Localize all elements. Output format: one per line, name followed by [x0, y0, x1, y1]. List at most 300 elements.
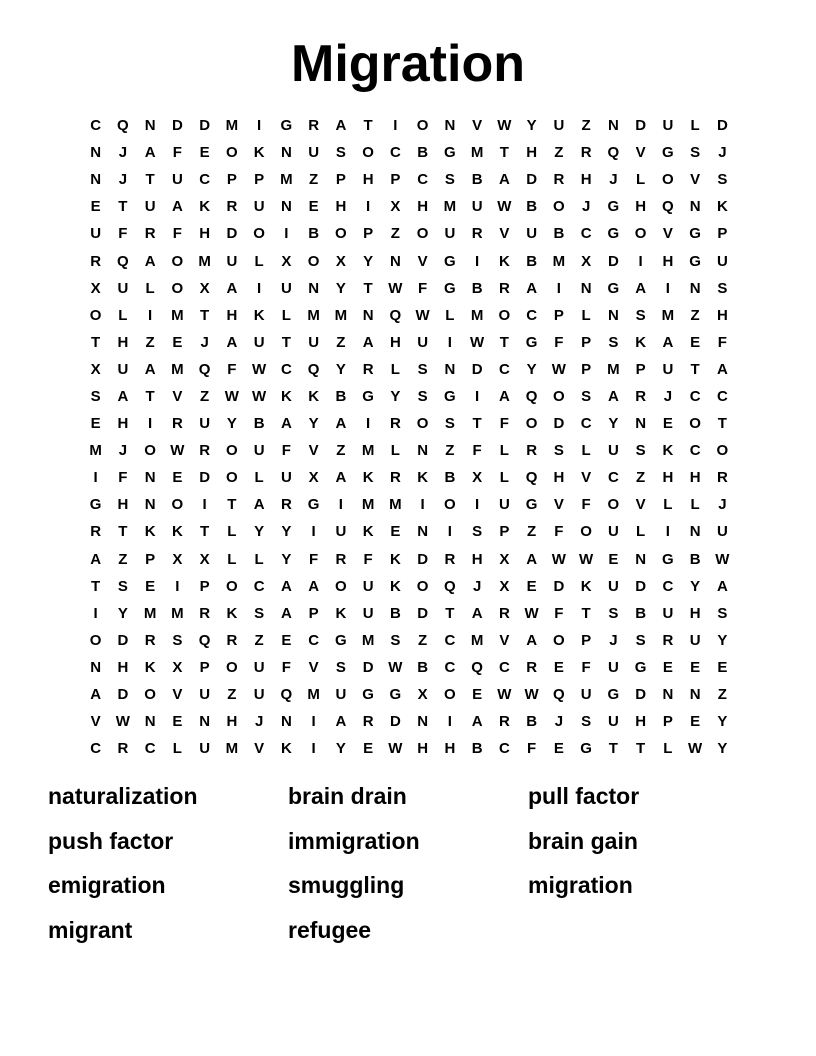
- grid-letter: U: [226, 252, 238, 270]
- grid-letter: W: [497, 198, 512, 216]
- grid-letter: P: [199, 577, 210, 595]
- grid-letter: T: [118, 198, 128, 216]
- grid-letter: I: [366, 198, 371, 216]
- grid-letter: P: [308, 604, 319, 622]
- grid-letter: L: [636, 171, 646, 189]
- grid-letter: I: [366, 415, 371, 433]
- grid-letter: A: [90, 550, 102, 568]
- grid-row: [82, 437, 737, 464]
- grid-letter: T: [363, 117, 373, 135]
- grid-letter: I: [638, 252, 643, 270]
- grid-letter: G: [607, 225, 620, 243]
- grid-letter: D: [226, 225, 238, 243]
- grid-letter: W: [415, 306, 430, 324]
- grid-letter: B: [335, 387, 347, 405]
- grid-letter: Z: [554, 144, 564, 162]
- grid-letter: K: [253, 144, 265, 162]
- grid-letter: B: [526, 252, 538, 270]
- grid-letter: O: [662, 171, 674, 189]
- grid-letter: N: [362, 306, 374, 324]
- grid-letter: U: [308, 333, 320, 351]
- grid-letter: X: [199, 550, 210, 568]
- grid-letter: H: [635, 713, 647, 731]
- grid-letter: D: [716, 117, 728, 135]
- grid-letter: I: [93, 604, 98, 622]
- grid-letter: R: [335, 550, 347, 568]
- grid-letter: V: [254, 740, 265, 758]
- grid-letter: E: [363, 740, 374, 758]
- grid-letter: E: [199, 144, 210, 162]
- grid-letter: Q: [198, 360, 211, 378]
- grid-letter: G: [444, 387, 456, 405]
- grid-letter: R: [498, 713, 510, 731]
- grid-letter: G: [689, 225, 701, 243]
- grid-letter: G: [689, 252, 701, 270]
- grid-letter: O: [144, 686, 156, 704]
- word-list: [48, 778, 768, 956]
- grid-letter: F: [281, 442, 291, 460]
- grid-letter: L: [118, 306, 128, 324]
- grid-letter: R: [553, 171, 565, 189]
- grid-letter: Q: [607, 144, 620, 162]
- grid-letter: W: [551, 550, 566, 568]
- grid-letter: T: [717, 415, 727, 433]
- grid-letter: I: [93, 469, 98, 487]
- grid-letter: M: [470, 144, 484, 162]
- grid-letter: P: [581, 631, 592, 649]
- grid-letter: N: [580, 279, 592, 297]
- grid-letter: R: [444, 550, 456, 568]
- grid-letter: U: [280, 469, 292, 487]
- grid-letter: M: [225, 740, 239, 758]
- grid-letter: E: [172, 713, 183, 731]
- grid-letter: H: [226, 306, 238, 324]
- grid-letter: K: [362, 469, 374, 487]
- grid-letter: Y: [254, 523, 265, 541]
- grid-letter: V: [635, 496, 646, 514]
- grid-letter: M: [89, 442, 102, 460]
- grid-letter: H: [689, 469, 701, 487]
- grid-letter: X: [281, 252, 292, 270]
- word-list-item: emigration: [48, 872, 166, 898]
- grid-letter: S: [472, 523, 483, 541]
- grid-letter: E: [553, 740, 564, 758]
- grid-letter: O: [716, 442, 729, 460]
- grid-letter: N: [607, 117, 619, 135]
- grid-letter: O: [634, 225, 647, 243]
- grid-row: [82, 518, 737, 545]
- grid-letter: Y: [690, 577, 701, 595]
- grid-letter: F: [118, 469, 128, 487]
- grid-letter: A: [471, 604, 483, 622]
- grid-letter: H: [689, 604, 701, 622]
- grid-letter: G: [362, 387, 374, 405]
- grid-letter: U: [280, 279, 292, 297]
- grid-letter: R: [226, 631, 238, 649]
- grid-letter: R: [144, 225, 156, 243]
- grid-letter: Y: [281, 523, 292, 541]
- grid-letter: M: [361, 442, 375, 460]
- grid-letter: K: [280, 387, 292, 405]
- grid-letter: E: [526, 577, 537, 595]
- grid-letter: J: [118, 171, 128, 189]
- grid-letter: S: [117, 577, 128, 595]
- grid-letter: P: [145, 550, 156, 568]
- grid-letter: U: [580, 686, 592, 704]
- grid-letter: B: [253, 415, 265, 433]
- grid-letter: F: [581, 496, 591, 514]
- grid-letter: B: [526, 713, 538, 731]
- grid-letter: H: [716, 306, 728, 324]
- grid-letter: C: [144, 740, 156, 758]
- grid-letter: N: [144, 496, 156, 514]
- grid-letter: Q: [117, 117, 129, 135]
- grid-row: [82, 302, 737, 329]
- grid-letter: T: [363, 279, 373, 297]
- grid-letter: X: [172, 550, 183, 568]
- grid-letter: I: [202, 496, 207, 514]
- grid-letter: P: [717, 225, 728, 243]
- grid-letter: N: [144, 713, 156, 731]
- grid-letter: E: [662, 658, 673, 676]
- grid-letter: H: [444, 740, 456, 758]
- grid-letter: O: [226, 144, 238, 162]
- grid-letter: J: [581, 198, 591, 216]
- grid-letter: Z: [227, 686, 237, 704]
- grid-letter: A: [526, 631, 538, 649]
- grid-letter: T: [91, 577, 101, 595]
- grid-letter: G: [662, 144, 674, 162]
- grid-letter: M: [143, 604, 157, 622]
- grid-letter: D: [171, 117, 183, 135]
- grid-letter: K: [417, 469, 429, 487]
- grid-letter: O: [226, 469, 238, 487]
- grid-letter: M: [171, 604, 184, 622]
- grid-letter: G: [607, 279, 620, 297]
- grid-letter: U: [253, 198, 265, 216]
- grid-letter: Z: [254, 631, 264, 649]
- grid-letter: S: [417, 387, 428, 405]
- grid-letter: U: [553, 117, 565, 135]
- grid-letter: H: [580, 171, 592, 189]
- grid-letter: J: [254, 713, 264, 731]
- grid-letter: U: [335, 686, 347, 704]
- grid-letter: M: [607, 360, 620, 378]
- grid-letter: L: [636, 523, 646, 541]
- grid-letter: L: [172, 740, 182, 758]
- grid-letter: F: [172, 225, 182, 243]
- grid-letter: K: [389, 550, 401, 568]
- grid-letter: Q: [198, 631, 211, 649]
- grid-letter: H: [117, 658, 129, 676]
- grid-letter: M: [552, 252, 566, 270]
- grid-letter: A: [226, 333, 238, 351]
- grid-letter: E: [662, 415, 673, 433]
- grid-letter: R: [280, 496, 292, 514]
- grid-letter: V: [172, 387, 183, 405]
- word-list-item: refugee: [288, 916, 372, 943]
- grid-letter: N: [689, 279, 701, 297]
- grid-letter: Q: [525, 387, 538, 405]
- grid-letter: T: [499, 144, 509, 162]
- grid-letter: D: [607, 252, 619, 270]
- grid-letter: Y: [717, 713, 728, 731]
- grid-letter: Y: [390, 387, 401, 405]
- grid-letter: A: [280, 577, 292, 595]
- grid-letter: K: [171, 523, 183, 541]
- grid-letter: D: [199, 117, 211, 135]
- grid-row: [82, 491, 737, 518]
- grid-letter: N: [417, 523, 429, 541]
- grid-letter: I: [257, 117, 262, 135]
- grid-letter: W: [224, 387, 239, 405]
- grid-row: [82, 356, 737, 383]
- grid-letter: H: [526, 144, 538, 162]
- grid-letter: R: [389, 415, 401, 433]
- grid-letter: L: [227, 523, 237, 541]
- grid-letter: C: [580, 415, 592, 433]
- grid-letter: A: [498, 387, 510, 405]
- grid-letter: D: [117, 686, 129, 704]
- grid-row: [82, 627, 737, 654]
- grid-letter: I: [475, 496, 480, 514]
- grid-letter: C: [308, 631, 320, 649]
- grid-letter: G: [634, 658, 647, 676]
- grid-letter: P: [499, 523, 510, 541]
- grid-letter: A: [335, 469, 347, 487]
- grid-letter: I: [475, 252, 480, 270]
- grid-letter: H: [471, 550, 483, 568]
- grid-letter: S: [390, 631, 401, 649]
- grid-letter: N: [280, 144, 292, 162]
- grid-letter: C: [716, 387, 728, 405]
- grid-letter: P: [254, 171, 265, 189]
- grid-row: [82, 600, 737, 627]
- grid-letter: T: [690, 360, 700, 378]
- grid-letter: D: [635, 117, 647, 135]
- grid-letter: N: [444, 117, 456, 135]
- grid-letter: H: [417, 740, 429, 758]
- grid-letter: R: [362, 360, 374, 378]
- grid-letter: W: [388, 740, 403, 758]
- grid-letter: O: [253, 225, 265, 243]
- grid-letter: O: [226, 442, 238, 460]
- grid-letter: S: [417, 360, 428, 378]
- grid-letter: F: [418, 279, 428, 297]
- grid-letter: X: [417, 686, 428, 704]
- grid-letter: K: [144, 658, 156, 676]
- grid-letter: R: [471, 225, 483, 243]
- grid-letter: T: [581, 604, 591, 622]
- grid-letter: T: [445, 604, 455, 622]
- grid-letter: G: [662, 550, 674, 568]
- grid-letter: F: [281, 658, 291, 676]
- grid-letter: M: [334, 306, 348, 324]
- grid-letter: P: [581, 360, 592, 378]
- grid-letter: G: [362, 686, 374, 704]
- grid-letter: N: [689, 686, 701, 704]
- grid-letter: U: [199, 415, 211, 433]
- grid-letter: Y: [526, 117, 537, 135]
- grid-letter: I: [311, 523, 316, 541]
- grid-letter: U: [471, 198, 483, 216]
- grid-letter: F: [554, 333, 564, 351]
- grid-letter: U: [716, 252, 728, 270]
- grid-letter: Q: [117, 252, 129, 270]
- grid-letter: W: [252, 360, 267, 378]
- grid-letter: C: [498, 740, 510, 758]
- grid-letter: N: [417, 713, 429, 731]
- grid-letter: L: [581, 442, 591, 460]
- grid-letter: H: [117, 415, 129, 433]
- word-list-item: naturalization: [48, 783, 198, 809]
- grid-letter: Y: [717, 740, 728, 758]
- grid-letter: M: [470, 306, 484, 324]
- grid-letter: K: [280, 740, 292, 758]
- grid-letter: O: [171, 252, 184, 270]
- grid-letter: Q: [389, 306, 402, 324]
- grid-letter: Q: [553, 686, 565, 704]
- grid-letter: P: [553, 306, 564, 324]
- grid-letter: A: [716, 577, 728, 595]
- grid-letter: D: [553, 577, 565, 595]
- grid-letter: S: [635, 631, 646, 649]
- grid-letter: U: [526, 225, 538, 243]
- grid-letter: B: [471, 740, 483, 758]
- grid-letter: X: [199, 279, 210, 297]
- grid-letter: S: [717, 171, 728, 189]
- grid-letter: G: [607, 686, 620, 704]
- grid-letter: A: [635, 279, 647, 297]
- grid-letter: Z: [636, 469, 646, 487]
- grid-letter: U: [199, 740, 211, 758]
- grid-letter: J: [472, 577, 482, 595]
- grid-letter: S: [717, 279, 728, 297]
- grid-letter: C: [444, 658, 456, 676]
- grid-letter: K: [144, 523, 156, 541]
- grid-letter: U: [253, 333, 265, 351]
- grid-letter: S: [335, 658, 346, 676]
- grid-letter: J: [718, 496, 727, 514]
- grid-letter: G: [525, 496, 538, 514]
- grid-letter: F: [554, 523, 564, 541]
- grid-letter: M: [171, 306, 184, 324]
- grid-letter: A: [498, 171, 510, 189]
- grid-letter: G: [525, 333, 538, 351]
- grid-letter: C: [498, 360, 510, 378]
- grid-letter: R: [90, 523, 102, 541]
- grid-letter: A: [662, 333, 674, 351]
- grid-letter: D: [553, 415, 565, 433]
- grid-letter: I: [175, 577, 180, 595]
- grid-letter: A: [335, 415, 347, 433]
- grid-letter: H: [662, 469, 674, 487]
- grid-letter: P: [363, 225, 374, 243]
- grid-letter: A: [90, 686, 102, 704]
- grid-letter: I: [475, 387, 480, 405]
- grid-letter: O: [580, 523, 592, 541]
- grid-letter: U: [117, 360, 129, 378]
- grid-letter: X: [581, 252, 592, 270]
- grid-letter: T: [281, 333, 291, 351]
- grid-letter: X: [390, 198, 401, 216]
- grid-letter: S: [444, 415, 455, 433]
- grid-letter: R: [580, 144, 592, 162]
- grid-letter: E: [553, 658, 564, 676]
- grid-letter: C: [580, 225, 592, 243]
- grid-letter: A: [362, 333, 374, 351]
- grid-letter: W: [524, 686, 539, 704]
- grid-letter: V: [690, 171, 701, 189]
- grid-letter: R: [199, 604, 211, 622]
- grid-letter: E: [308, 198, 319, 216]
- grid-letter: K: [362, 523, 374, 541]
- grid-letter: V: [635, 144, 646, 162]
- grid-letter: B: [471, 171, 483, 189]
- grid-letter: J: [609, 171, 618, 189]
- grid-letter: N: [280, 713, 292, 731]
- grid-row: [82, 112, 737, 139]
- grid-letter: D: [635, 577, 647, 595]
- grid-letter: S: [553, 442, 564, 460]
- grid-letter: T: [499, 333, 509, 351]
- grid-letter: A: [144, 360, 156, 378]
- grid-letter: R: [389, 469, 401, 487]
- grid-letter: Y: [226, 415, 237, 433]
- grid-letter: A: [526, 279, 538, 297]
- grid-letter: U: [90, 225, 102, 243]
- grid-letter: L: [499, 469, 509, 487]
- grid-letter: V: [417, 252, 428, 270]
- grid-letter: G: [444, 252, 456, 270]
- grid-letter: R: [498, 604, 510, 622]
- grid-letter: F: [717, 333, 727, 351]
- grid-letter: C: [526, 306, 538, 324]
- grid-letter: I: [447, 713, 452, 731]
- grid-letter: N: [635, 415, 647, 433]
- grid-letter: R: [226, 198, 238, 216]
- grid-letter: A: [280, 415, 292, 433]
- page-title: Migration: [291, 35, 525, 93]
- grid-letter: A: [117, 387, 129, 405]
- grid-letter: V: [581, 469, 592, 487]
- grid-letter: O: [553, 631, 565, 649]
- grid-letter: W: [524, 604, 539, 622]
- grid-letter: H: [417, 198, 429, 216]
- word-list-item: brain gain: [528, 827, 638, 854]
- grid-letter: M: [280, 171, 293, 189]
- grid-letter: O: [416, 225, 429, 243]
- grid-letter: D: [417, 604, 429, 622]
- grid-row: [82, 139, 737, 166]
- grid-letter: A: [526, 550, 538, 568]
- grid-letter: C: [444, 631, 456, 649]
- grid-letter: S: [717, 604, 728, 622]
- grid-row: [82, 708, 737, 735]
- grid-letter: O: [553, 198, 565, 216]
- grid-letter: S: [608, 604, 619, 622]
- grid-letter: N: [389, 252, 401, 270]
- grid-letter: Q: [662, 198, 674, 216]
- grid-row: [82, 220, 737, 247]
- grid-letter: Y: [363, 252, 374, 270]
- grid-letter: Z: [336, 442, 346, 460]
- grid-letter: N: [144, 117, 156, 135]
- grid-letter: A: [607, 387, 619, 405]
- grid-row: [82, 329, 737, 356]
- grid-letter: S: [444, 171, 455, 189]
- grid-letter: B: [389, 604, 401, 622]
